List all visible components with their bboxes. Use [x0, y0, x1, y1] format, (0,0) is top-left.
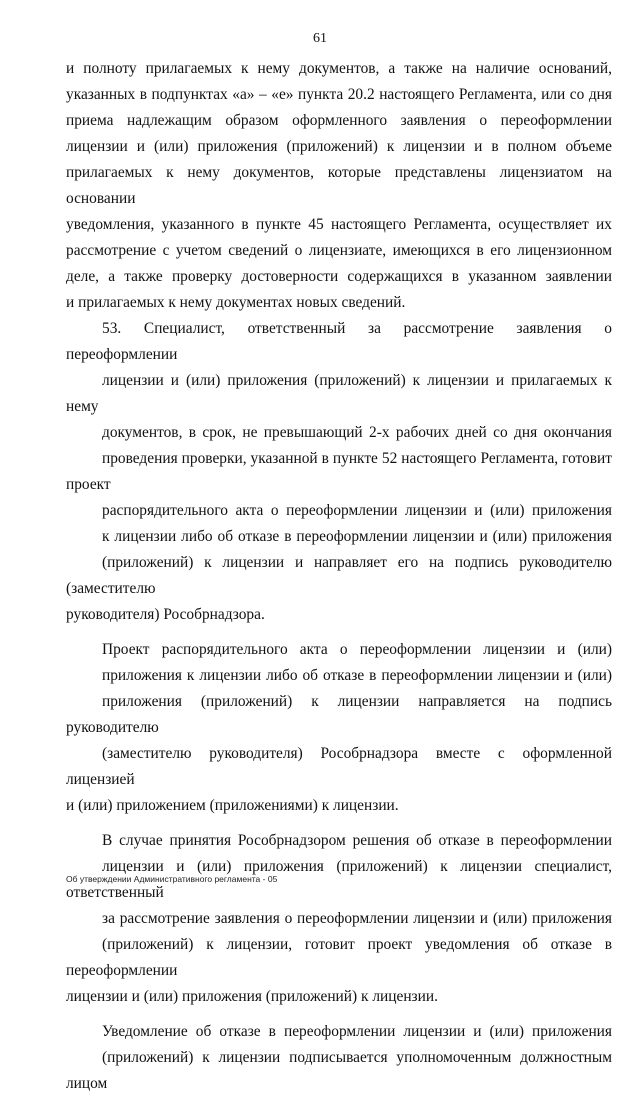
text-line: (приложений) к лицензии и направляет его на подпись руководителю (заместителю — [66, 554, 612, 597]
text-line: документов, в срок, не превышающий 2-х рабочих дней со дня окончания — [102, 424, 612, 441]
paragraph-continuation — [66, 56, 612, 290]
text-line: к лицензии либо об отказе в переоформлении лицензии и (или) приложения — [102, 528, 612, 545]
paragraph-refusal-notice — [66, 1019, 612, 1097]
document-body — [66, 56, 612, 1097]
text-line: распорядительного акта о переоформлении лицензии и (или) приложения — [102, 502, 612, 519]
text-line: лицензии и (или) приложения (приложений) к лицензии. — [66, 988, 438, 1005]
text-line: приложения к лицензии либо об отказе в переоформлении лицензии и (или) — [102, 667, 612, 684]
text-line: Проект распорядительного акта о переоформлении лицензии и (или) — [102, 641, 612, 658]
text-line: за рассмотрение заявления о переоформлении лицензии и (или) приложения — [102, 910, 612, 927]
text-line: и полноту прилагаемых к нему документов, а также на наличие оснований, — [66, 60, 612, 77]
paragraph-53-end — [66, 602, 612, 628]
paragraph-draft-act-end — [66, 793, 612, 819]
footer-document-id: Об утверждении Административного регламента - 05 — [66, 874, 278, 884]
page-number: 61 — [313, 31, 327, 46]
paragraph-continuation-end — [66, 290, 612, 316]
text-line: (приложений) к лицензии подписывается уполномоченным должностным лицом — [66, 1049, 612, 1092]
text-line: лицензии и (или) приложения (приложений) к лицензии и прилагаемых к нему — [66, 372, 612, 415]
text-line: Уведомление об отказе в переоформлении лицензии и (или) приложения — [102, 1023, 612, 1040]
text-line: (заместителю руководителя) Рособрнадзора вместе с оформленной лицензией — [66, 745, 612, 788]
text-line: руководителя) Рособрнадзора. — [66, 606, 265, 623]
text-line: и (или) приложением (приложениями) к лицензии. — [66, 797, 399, 814]
text-line: рассмотрение с учетом сведений о лицензиате, имеющихся в его лицензионном — [66, 242, 612, 259]
text-line: приложения (приложений) к лицензии направляется на подпись руководителю — [66, 693, 612, 736]
paragraph-draft-act — [66, 637, 612, 793]
paragraph-refusal-case-end — [66, 984, 612, 1010]
text-line: проведения проверки, указанной в пункте 52 настоящего Регламента, готовит проект — [66, 450, 612, 493]
text-line: 53. Специалист, ответственный за рассмотрение заявления о переоформлении — [66, 320, 612, 363]
text-line: деле, а также проверку достоверности содержащихся в указанном заявлении — [66, 268, 612, 285]
paragraph-refusal-case — [66, 828, 612, 984]
paragraph-53 — [66, 316, 612, 602]
text-line: лицензии и (или) приложения (приложений) к лицензии специалист, ответственный — [66, 858, 612, 901]
text-line: лицензии и (или) приложения (приложений) к лицензии и в полном объеме — [66, 138, 612, 155]
text-line: (приложений) к лицензии, готовит проект уведомления об отказе в переоформлении — [66, 936, 612, 979]
text-line: уведомления, указанного в пункте 45 настоящего Регламента, осуществляет их — [66, 216, 612, 233]
text-line: приема надлежащим образом оформленного заявления о переоформлении — [66, 112, 612, 129]
text-line: В случае принятия Рособрнадзором решения об отказе в переоформлении — [102, 832, 612, 849]
text-line: прилагаемых к нему документов, которые представлены лицензиатом на основании — [66, 164, 612, 207]
text-line: указанных в подпунктах «а» – «е» пункта 20.2 настоящего Регламента, или со дня — [66, 86, 612, 103]
text-line: и прилагаемых к нему документах новых сведений. — [66, 294, 406, 311]
